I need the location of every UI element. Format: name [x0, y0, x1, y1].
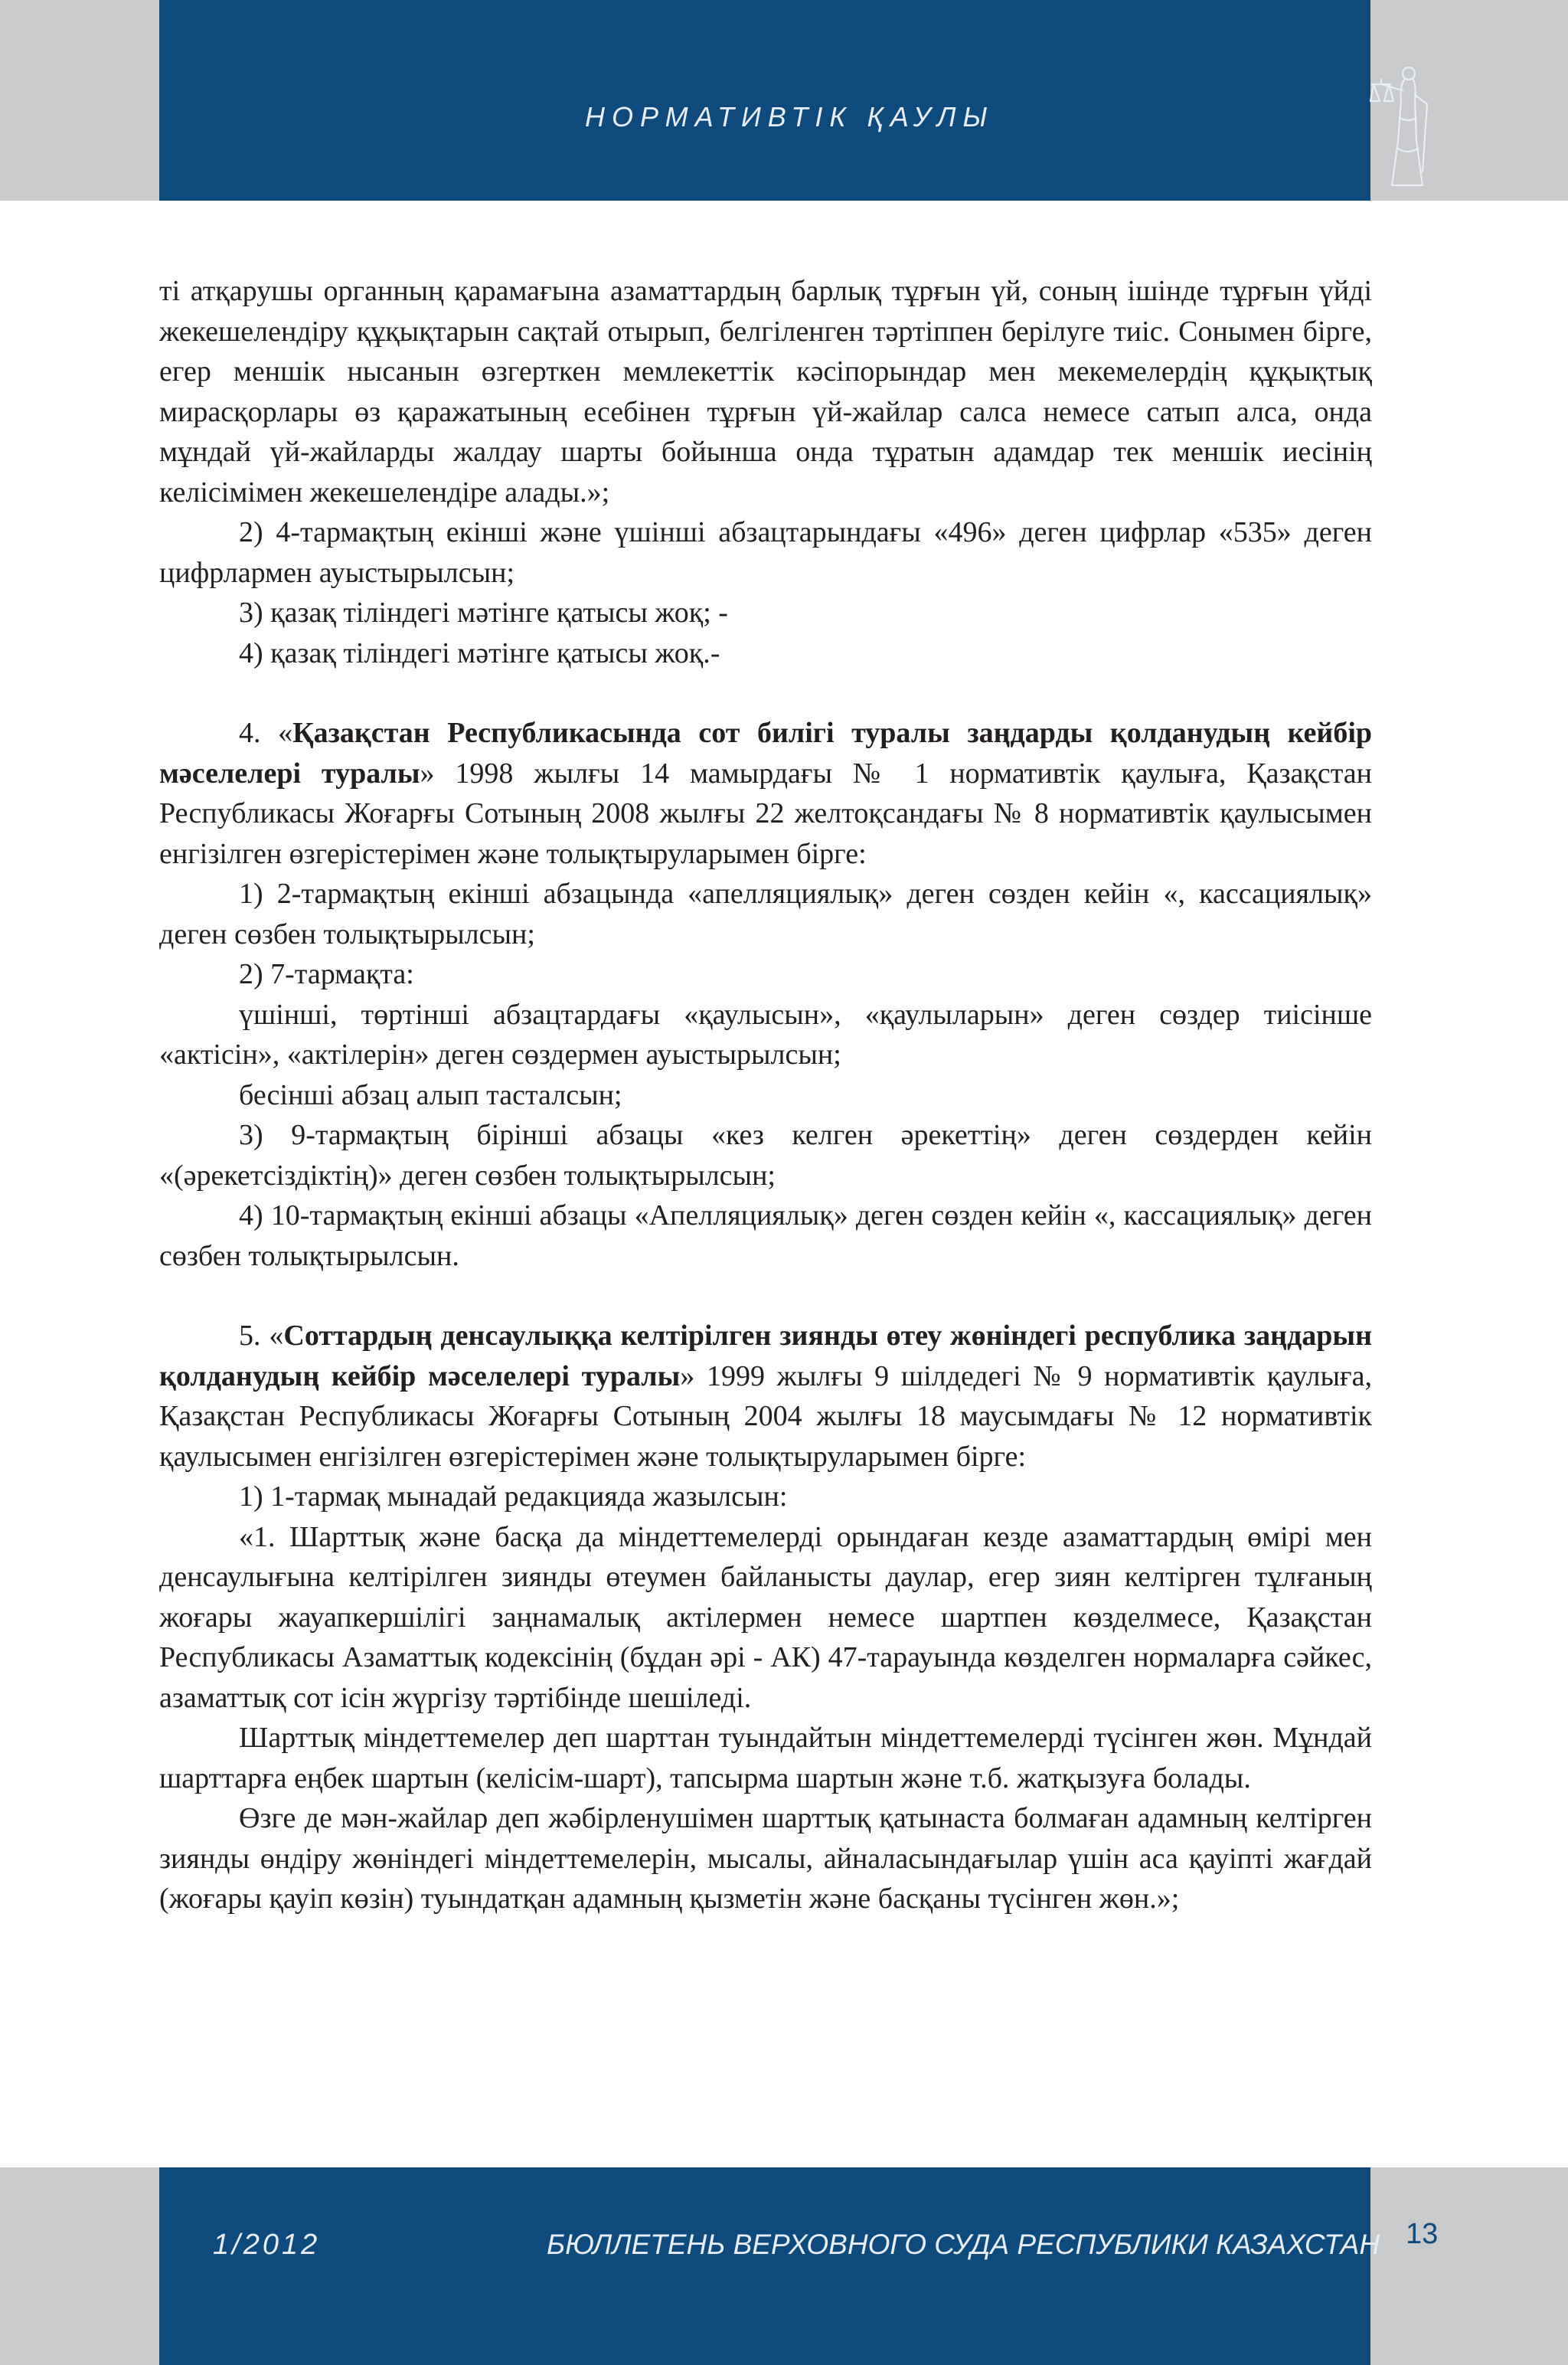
- themis-justice-icon: [1369, 57, 1442, 191]
- running-header-title: НОРМАТИВТІК ҚАУЛЫ: [585, 101, 995, 132]
- section-4-item-2a: үшінші, төртінші абзацтардағы «қаулысын», «қаулыларын» деген сөздер тиісінше «актісін», «актілерін» деген сөздермен ауыстырылсын;: [159, 998, 1372, 1071]
- header-left-gray-block: [0, 0, 159, 201]
- item-2-paragraph: 2) 4-тармақтың екінші және үшінші абзацтарындағы «496» деген цифрлар «535» деген цифрлармен ауыстырылсын;: [159, 516, 1372, 589]
- section-4-number: 4. «: [239, 717, 293, 749]
- section-5-quote-paragraph-3: Өзге де мән-жайлар деп жәбірленушімен шарттық қатынаста болмаған адамның келтірген зиянды өндіру жөніндегі міндеттемелерін, мысалы, айналасындағылар үшін аса қауіпті жағдай (жоғары қауіп көзін) туындатқан адамның қызметін және басқаны түсінген жөн.»;: [159, 1802, 1372, 1915]
- document-body: [159, 271, 1372, 1919]
- section-4-heading-paragraph: [159, 713, 1372, 874]
- footer-right-gray-block: [1370, 2167, 1568, 2365]
- section-5-heading-paragraph: [159, 1316, 1372, 1477]
- section-5-bold-title: Соттардың денсаулыққа келтірілген зиянды өтеу жөніндегі республика заңдарын қолданудың кейбір мәселелері туралы: [159, 1320, 1372, 1392]
- paragraph-continued-text: ті атқарушы органның қарамағына азаматтардың барлық тұрғын үй, соның ішінде тұрғын үйді жекешелендіру құқықтарын сақтай отырып, белгіленген тәртіппен берілуге тиіс. Сонымен бірге, егер меншік нысанын өзгерткен мемлекеттік кәсіпорындар мен мекемелердің құқықтық мирасқорлары өз қаражатының есебінен тұрғын үй-жайлар салса немесе сатып алса, онда мұндай үй-жайларды жалдау шарты бойынша онда тұратын адамдар тек меншік иесінің келісімімен жекешелендіре алады.»;: [159, 275, 1372, 509]
- section-5-quote-paragraph-1: «1. Шарттық және басқа да міндеттемелерді орындаған кезде азаматтардың өмірі мен денсаулығына келтірілген зиянды өтеумен байланысты даулар, егер зиян келтірген тұлғаның жоғары жауапкершілігі заңнамалық актілермен немесе шартпен көзделмесе, Қазақстан Республикасы Азаматтық кодексінің (бұдан әрі - АК) 47-тарауында көзделген нормаларға сәйкес, азаматтық сот ісін жүргізу тәртібінде шешіледі.: [159, 1520, 1372, 1714]
- section-4-item-2b: бесінші абзац алып тасталсын;: [239, 1078, 622, 1111]
- header-band: [159, 0, 1370, 201]
- section-5-number: 5. «: [239, 1320, 284, 1352]
- section-4-item-3: 3) 9-тармақтың бірінші абзацы «кез келген әрекеттің» деген сөздерден кейін «(әрекетсіздіктің)» деген сөзбен толықтырылсын;: [159, 1119, 1372, 1192]
- item-4-paragraph: 4) қазақ тіліндегі мәтінге қатысы жоқ.-: [239, 636, 720, 669]
- section-4-intro: » 1998 жылғы 14 мамырдағы № 1 нормативтік қаулыға, Қазақстан Республикасы Жоғарғы Сотының 2008 жылғы 22 желтоқсандағы № 8 нормативтік қаулысымен енгізілген өзгерістерімен және толықтыруларымен бірге:: [159, 757, 1372, 870]
- item-3-paragraph: 3) қазақ тіліндегі мәтінге қатысы жоқ; -: [239, 597, 728, 629]
- section-4-bold-title: Қазақстан Республикасында сот билігі туралы заңдарды қолданудың кейбір мәселелері туралы: [159, 717, 1373, 790]
- section-5-intro: » 1999 жылғы 9 шілдедегі № 9 нормативтік қаулыға, Қазақстан Республикасы Жоғарғы Сотының 2004 жылғы 18 маусымдағы № 12 нормативтік қаулысымен енгізілген өзгерістерімен және толықтыруларымен бірге:: [159, 1359, 1372, 1473]
- page-number: 13: [1406, 2218, 1439, 2250]
- section-5-quote-paragraph-2: Шарттық міндеттемелер деп шарттан туындайтын міндеттемелерді түсінген жөн. Мұндай шарттарға еңбек шартын (келісім-шарт), тапсырма шартын және т.б. жатқызуға болады.: [159, 1722, 1372, 1794]
- section-gap: [159, 1276, 1372, 1316]
- footer-band: [159, 2167, 1370, 2365]
- section-gap: [159, 673, 1372, 713]
- section-4-item-1: 1) 2-тармақтың екінші абзацында «апелляциялық» деген сөзден кейін «, кассациялық» деген сөзбен толықтырылсын;: [159, 878, 1372, 950]
- section-5-item-1: 1) 1-тармақ мынадай редакцияда жазылсын:: [239, 1480, 788, 1513]
- footer-left-gray-block: [0, 2167, 159, 2365]
- section-4-item-2: 2) 7-тармақта:: [239, 958, 414, 990]
- section-4-item-4: 4) 10-тармақтың екінші абзацы «Апелляциялық» деген сөзден кейін «, кассациялық» деген сөзбен толықтырылсын.: [159, 1199, 1372, 1272]
- journal-title: БЮЛЛЕТЕНЬ ВЕРХОВНОГО СУДА РЕСПУБЛИКИ КАЗАХСТАН: [547, 2229, 1380, 2260]
- issue-number: 1/2012: [213, 2229, 321, 2261]
